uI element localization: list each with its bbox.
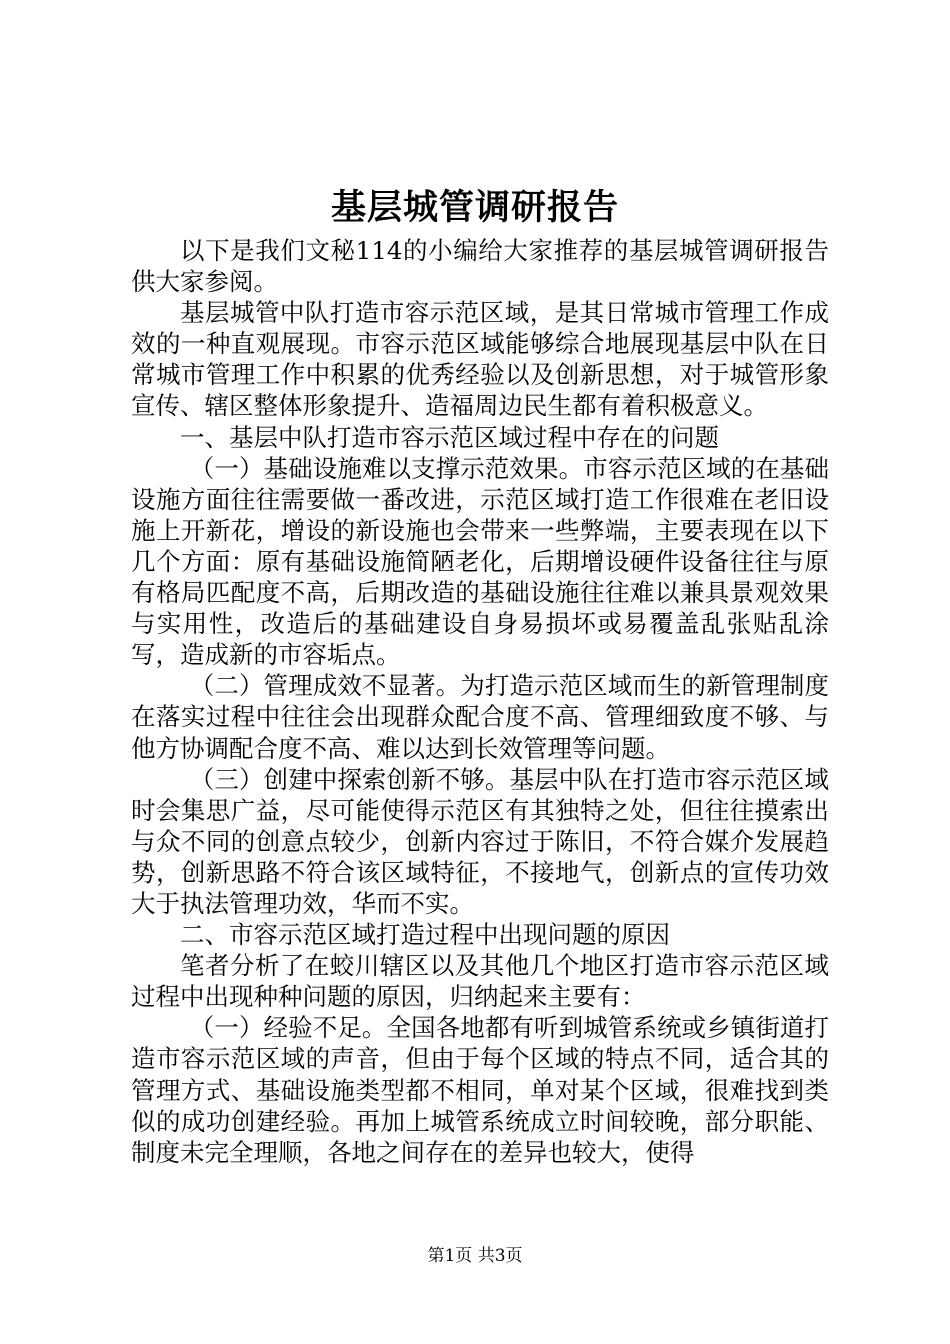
overview-paragraph: 基层城管中队打造市容示范区域，是其日常城市管理工作成效的一种直观展现。市容示范区域能够综合地展现基层中队在日常城市管理工作中积累的优秀经验以及创新思想，对于城管形象宣传、辖区整体形象提升、造福周边民生都有着积极意义。 (131, 298, 829, 421)
section-heading-problems: 一、基层中队打造市容示范区域过程中存在的问题 (180, 422, 719, 452)
cause-paragraph-1: （一）经验不足。全国各地都有听到城管系统或乡镇街道打造市容示范区域的声音，但由于每个区域的特点不同，适合其的管理方式、基础设施类型都不相同，单对某个区域，很难找到类似的成功创建经验。再加上城管系统成立时间较晚，部分职能、制度未完全理顺，各地之间存在的差异也较大，使得 (131, 1013, 829, 1167)
causes-intro-paragraph: 笔者分析了在蛟川辖区以及其他几个地区打造市容示范区域过程中出现种种问题的原因，归纳起来主要有： (131, 951, 829, 1012)
problem-paragraph-3: （三）创建中探索创新不够。基层中队在打造市容示范区域时会集思广益，尽可能使得示范区有其独特之处，但往往摸索出与众不同的创意点较少，创新内容过于陈旧，不符合媒介发展趋势，创新思路不符合该区域特征，不接地气，创新点的宣传功效大于执法管理功效，华而不实。 (131, 764, 829, 918)
section-heading-causes: 二、市容示范区域打造过程中出现问题的原因 (180, 920, 670, 950)
intro-paragraph: 以下是我们文秘114的小编给大家推荐的基层城管调研报告供大家参阅。 (131, 236, 829, 297)
problem-paragraph-1: （一）基础设施难以支撑示范效果。市容示范区域的在基础设施方面往往需要做一番改进，示范区域打造工作很难在老旧设施上开新花，增设的新设施也会带来一些弊端，主要表现在以下几个方面：原有基础设施简陋老化，后期增设硬件设备往往与原有格局匹配度不高，后期改造的基础设施往往难以兼具景观效果与实用性，改造后的基础建设自身易损坏或易覆盖乱张贴乱涂写，造成新的市容垢点。 (131, 453, 829, 670)
problem-paragraph-2: （二）管理成效不显著。为打造示范区域而生的新管理制度在落实过程中往往会出现群众配合度不高、管理细致度不够、与他方协调配合度不高、难以达到长效管理等问题。 (131, 671, 829, 763)
document-title: 基层城管调研报告 (330, 187, 619, 228)
document-body (131, 235, 829, 1168)
page-footer: 第1页 共3页 (427, 1246, 523, 1266)
